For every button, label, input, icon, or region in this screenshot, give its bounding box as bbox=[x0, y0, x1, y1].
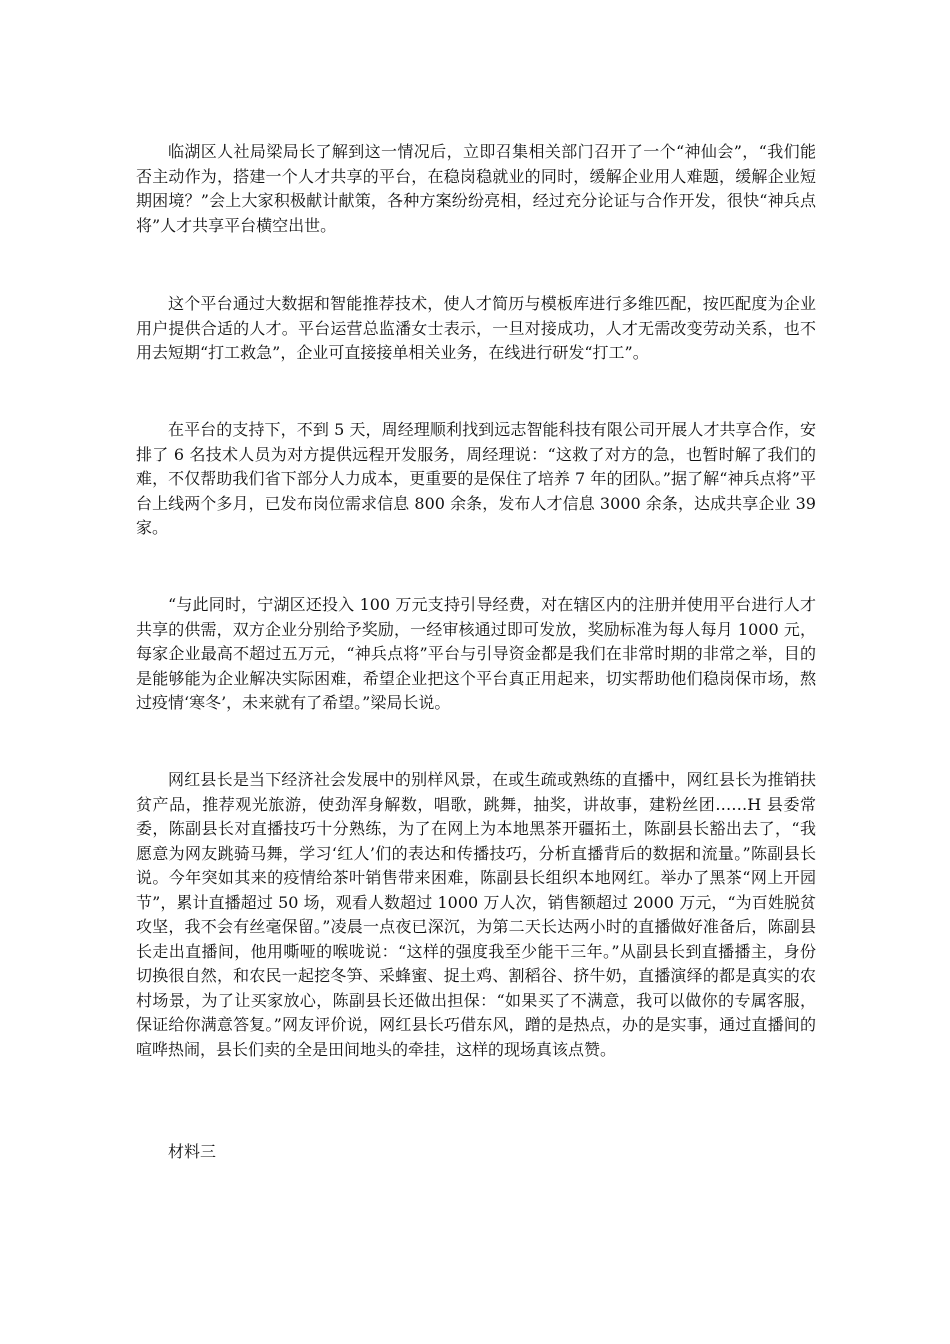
paragraph-platform-results: 在平台的支持下，不到 5 天，周经理顺利找到远志智能科技有限公司开展人才共享合作，安排了 6 名技术人员为对方提供远程开发服务，周经理说：“这救了对方的急，也暂时解了我们的难，不仅帮助我们省下部分人力成本，更重要的是保住了培养 7 年的团队。”据了解“神兵点将”平台上线两个多月，已发布岗位需求信息 800 余条，发布人才信息 3000 余条，达成共享企业 39 家。 bbox=[136, 420, 816, 537]
paragraph-platform-origin: 临湖区人社局梁局长了解到这一情况后，立即召集相关部门召开了一个“神仙会”，“我们能否主动作为，搭建一个人才共享的平台，在稳岗稳就业的同时，缓解企业用人难题，缓解企业短期困境？”会上大家积极献计献策，各种方案纷纷亮相，经过充分论证与合作开发，很快“神兵点将”人才共享平台横空出世。 bbox=[136, 142, 816, 235]
paragraph-livestream-county-head: 网红县长是当下经济社会发展中的别样风景，在或生疏或熟练的直播中，网红县长为推销扶贫产品，推荐观光旅游，使劲浑身解数，唱歌，跳舞，抽奖，讲故事，建粉丝团……H 县委常委，陈副县长对直播技巧十分熟练，为了在网上为本地黑茶开疆拓土，陈副县长豁出去了，“我愿意为网友跳骑马舞，学习‘红人’们的表达和传播技巧，分析直播背后的数据和流量。”陈副县长说。今年突如其来的疫情给茶叶销售带来困难，陈副县长组织本地网红。举办了黑茶“网上开园节”，累计直播超过 50 场，观看人数超过 1000 万人次，销售额超过 2000 万元，“为百姓脱贫攻坚，我不会有丝毫保留。”凌晨一点夜已深沉，为第二天长达两小时的直播做好准备后，陈副县长走出直播间，他用嘶哑的喉咙说：“这样的强度我至少能干三年。”从副县长到直播播主，身份切换很自然，和农民一起挖冬笋、采蜂蜜、捉土鸡、割稻谷、挤牛奶，直播演绎的都是真实的农村场景，为了让买家放心，陈副县长还做出担保：“如果买了不满意，我可以做你的专属客服，保证给你满意答复。”网友评价说，网红县长巧借东风，蹭的是热点，办的是实事，通过直播间的喧哗热闹，县长们卖的全是田间地头的牵挂，这样的现场真该点赞。 bbox=[136, 770, 816, 1059]
section-heading-material-three: 材料三 bbox=[168, 1142, 217, 1161]
paragraph-funding-support: “与此同时，宁湖区还投入 100 万元支持引导经费，对在辖区内的注册并使用平台进行人才共享的供需，双方企业分别给予奖励，一经审核通过即可发放，奖励标准为每人每月 1000 元，每家企业最高不超过五万元，“神兵点将”平台与引导资金都是我们在非常时期的非常之举，目的是能够能为企业解决实际困难，希望企业把这个平台真正用起来，切实帮助他们稳岗保市场，熬过疫情‘寒冬’，未来就有了希望。”梁局长说。 bbox=[136, 595, 816, 712]
paragraph-platform-matching: 这个平台通过大数据和智能推荐技术，使人才简历与模板库进行多维匹配，按匹配度为企业用户提供合适的人才。平台运营总监潘女士表示，一旦对接成功，人才无需改变劳动关系，也不用去短期“打工救急”，企业可直接接单相关业务，在线进行研发“打工”。 bbox=[136, 294, 816, 362]
